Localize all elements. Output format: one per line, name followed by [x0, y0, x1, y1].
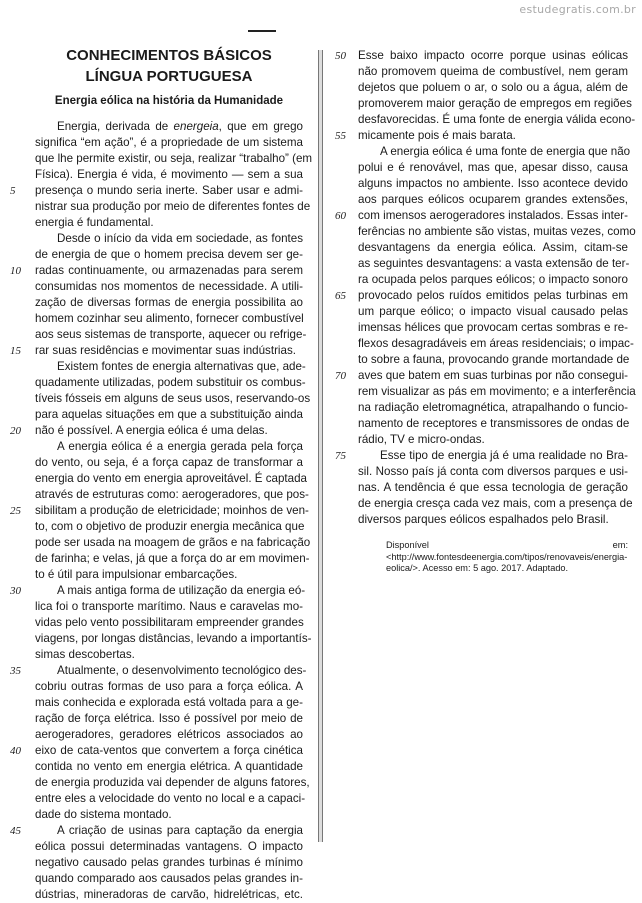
- line-text: de energia de que o homem precisa devem ser ge-: [35, 248, 303, 261]
- line-text: rar suas residências e movimentar suas indústrias.: [35, 344, 296, 357]
- line-text: ra ocupada pelos parques eólicos; o impacto sonoro: [358, 273, 628, 286]
- line-text: provocado pelos ruídos emitidos pelas turbinas em: [358, 289, 628, 302]
- text-line: [358, 512, 628, 528]
- text-line: [35, 215, 303, 231]
- line-text: contida no vento em energia elétrica. A quantidade: [35, 760, 303, 773]
- text-line: [35, 855, 303, 871]
- line-number: 65: [335, 290, 346, 302]
- site-watermark: estudegratis.com.br: [519, 3, 636, 16]
- line-number: 50: [335, 50, 346, 62]
- line-text: ferências no ambiente são vistas, muitas vezes, como: [358, 225, 636, 238]
- line-text: A energia eólica é uma fonte de energia que não: [380, 145, 631, 158]
- text-line: [358, 304, 628, 320]
- line-text: desvantagens da energia eólica. Assim, citam-se: [358, 241, 628, 254]
- text-line: [35, 775, 310, 791]
- line-text: um parque eólico; o impacto visual causado pelas: [358, 305, 628, 318]
- line-text: flexos desagradáveis em áreas residenciais; o impac-: [358, 337, 634, 350]
- text-line: [358, 64, 628, 80]
- line-number: 20: [10, 425, 21, 437]
- text-line: [358, 176, 628, 192]
- line-text: aos parques eólicos ocuparem grandes extensões,: [358, 193, 628, 206]
- line-text: através de estruturas como: aerogeradores, que pos-: [35, 488, 309, 501]
- line-text: promoverem maior geração de empregos em regiões: [358, 97, 632, 110]
- text-line: [335, 448, 628, 464]
- text-line: [35, 647, 303, 663]
- line-text: Esse baixo impacto ocorre porque usinas eólicas: [358, 49, 628, 62]
- line-text: radas continuamente, ou armazenadas para serem: [35, 264, 303, 277]
- text-line: [358, 96, 632, 112]
- text-line: [35, 135, 303, 151]
- section-title: CONHECIMENTOS BÁSICOS: [66, 47, 272, 64]
- text-line: [358, 160, 628, 176]
- left-column: [10, 45, 313, 903]
- text-line: [10, 183, 303, 199]
- text-line: [35, 231, 303, 247]
- line-text: não promovem queima de combustível, nem geram: [358, 65, 628, 78]
- text-line: [35, 871, 303, 887]
- line-text: de energia cresça cada vez mais, com a presença de: [358, 497, 633, 510]
- line-text: simas descobertas.: [35, 648, 135, 661]
- text-line: [35, 615, 303, 631]
- page-marker-bar: [248, 30, 276, 32]
- line-text: para aquelas situações em que a substituição ainda: [35, 408, 303, 421]
- text-line: [335, 368, 629, 384]
- line-text: de energia produzida vai depender de alguns fatores,: [35, 776, 310, 789]
- text-line: [35, 535, 311, 551]
- line-text: sibilitam a produção de eletricidade; moinhos de ven-: [35, 504, 309, 517]
- text-line: [10, 583, 306, 599]
- line-text: homem cozinhar seu alimento, fornecer combustível: [35, 312, 304, 325]
- text-line: [35, 279, 303, 295]
- column-divider: [318, 50, 323, 842]
- line-text: rádio, TV e micro-ondas.: [358, 433, 485, 446]
- text-line: [358, 400, 628, 416]
- line-text: significa “em ação”, é a propriedade de um sistema: [35, 136, 303, 149]
- line-text: Atualmente, o desenvolvimento tecnológico des-: [57, 664, 307, 677]
- line-text: do vento, ou seja, é a força capaz de transformar a: [35, 456, 303, 469]
- text-line: [358, 416, 628, 432]
- text-line: [10, 823, 303, 839]
- line-number: 45: [10, 825, 21, 837]
- line-number: 75: [335, 450, 346, 462]
- line-text: aerogeradores, geradores elétricos associados ao: [35, 728, 303, 741]
- line-number: 15: [10, 345, 21, 357]
- line-number: 35: [10, 665, 21, 677]
- line-text: as seguintes desvantagens: a vasta extensão de ter-: [358, 257, 630, 270]
- text-line: [10, 663, 307, 679]
- text-line: [35, 711, 303, 727]
- line-text: dejetos que poluem o ar, o solo ou a água, além de: [358, 81, 628, 94]
- line-text: imensas hélices que provocam certas sombras e re-: [358, 321, 628, 334]
- line-text: vidas pelo vento possibilitaram empreender grandes: [35, 616, 304, 629]
- text-line: [35, 311, 303, 327]
- line-number: 30: [10, 585, 21, 597]
- text-line: [335, 48, 628, 64]
- line-number: 10: [10, 265, 21, 277]
- text-line: [35, 439, 303, 455]
- line-number: 25: [10, 505, 21, 517]
- text-line: [35, 567, 303, 583]
- line-text: nas. A tendência é que essa tecnologia de geração: [358, 481, 628, 494]
- text-line: [35, 391, 311, 407]
- text-line: [358, 240, 628, 256]
- line-text: consumidas nos momentos de necessidade. A utili-: [35, 280, 303, 293]
- line-text: Desde o início da vida em sociedade, as fontes: [57, 232, 303, 245]
- text-line: [358, 384, 636, 400]
- text-line: [35, 791, 306, 807]
- text-line: [10, 263, 303, 279]
- line-text: polui e é renovável, mas que, apesar disso, causa: [358, 161, 628, 174]
- line-text: cobriu outras formas de uso para a força eólica. A: [35, 680, 303, 693]
- text-line: [35, 551, 310, 567]
- text-line: [35, 727, 303, 743]
- line-text: não é possível. A energia eólica é uma delas.: [35, 424, 268, 437]
- text-line: [358, 480, 628, 496]
- text-line: [35, 199, 311, 215]
- text-line: [35, 359, 306, 375]
- text-line: [358, 192, 628, 208]
- line-text: negativo causado pelas grandes turbinas é mínimo: [35, 856, 303, 869]
- line-text: viagens, por longas distâncias, levando a importantís-: [35, 632, 312, 645]
- right-column: [335, 48, 636, 575]
- line-text: pode ser usada na moagem de grãos e na fabricação: [35, 536, 311, 549]
- line-number: 5: [10, 185, 16, 197]
- text-line: [335, 208, 629, 224]
- line-number: 70: [335, 370, 346, 382]
- line-text: Existem fontes de energia alternativas que, ade-: [57, 360, 306, 373]
- text-line: [358, 320, 628, 336]
- text-line: [35, 151, 313, 167]
- line-text: Física). Energia é vida, é movimento — sem a sua: [35, 168, 303, 181]
- text-line: [10, 423, 303, 439]
- line-text: micamente pois é mais barata.: [358, 129, 516, 142]
- line-text: sil. Nosso país já conta com diversos parques e usi-: [358, 465, 628, 478]
- text-line: [10, 503, 309, 519]
- text-line: [35, 631, 312, 647]
- line-text: energia é fundamental.: [35, 216, 154, 229]
- line-text: de farinha; e velas, já que a força do ar em movimen-: [35, 552, 310, 565]
- text-line: [35, 247, 303, 263]
- line-text: A mais antiga forma de utilização da energia eó-: [57, 584, 306, 597]
- text-line: [358, 496, 633, 512]
- line-text: lica foi o transporte marítimo. Naus e caravelas mo-: [35, 600, 303, 613]
- line-number: 55: [335, 130, 346, 142]
- left-text-body: [10, 119, 313, 903]
- text-line: [35, 695, 303, 711]
- text-line: [35, 759, 303, 775]
- text-line: [335, 288, 628, 304]
- line-text: Energia, derivada de energeia, que em grego: [57, 120, 303, 133]
- text-line: [35, 887, 303, 903]
- text-line: [35, 295, 303, 311]
- subject-title: LÍNGUA PORTUGUESA: [85, 68, 253, 85]
- line-text: diversos parques eólicos espalhados pelo Brasil.: [358, 513, 609, 526]
- text-line: [35, 599, 303, 615]
- line-text: namento de receptores e transmissores de ondas de: [358, 417, 630, 430]
- line-text: entre eles a velocidade do vento no local e a capaci-: [35, 792, 306, 805]
- text-line: [358, 256, 628, 272]
- text-line: [358, 80, 628, 96]
- source-citation: Disponível em: <http://www.fontesdeenergia.com/tipos/renovaveis/energia-eolica/>. Acesso em: 5 ago. 2017. Adaptado.: [386, 540, 628, 573]
- line-text: na radiação eletromagnética, atrapalhando o funcio-: [358, 401, 628, 414]
- line-text: dade do sistema montado.: [35, 808, 172, 821]
- line-text: A criação de usinas para captação da energia: [57, 824, 303, 837]
- line-text: aves que batem em suas turbinas por não consegui-: [358, 369, 629, 382]
- text-line: [335, 128, 628, 144]
- text-line: [35, 327, 307, 343]
- text-line: [358, 352, 628, 368]
- text-line: [10, 343, 303, 359]
- line-text: presença o mundo seria inerte. Saber usar e admi-: [35, 184, 303, 197]
- line-text: to, com o objetivo de produzir energia mecânica que: [35, 520, 305, 533]
- line-text: to é útil para impulsionar embarcações.: [35, 568, 238, 581]
- text-line: [358, 272, 628, 288]
- line-text: que lhe permite existir, ou seja, realizar “trabalho” (em: [35, 152, 313, 165]
- text-line: [35, 679, 303, 695]
- text-line: [35, 471, 307, 487]
- text-line: [358, 464, 628, 480]
- line-text: alguns impactos no ambiente. Isso acontece devido: [358, 177, 628, 190]
- text-line: [35, 167, 303, 183]
- line-text: mais conhecida e explorada está voltada para a ge-: [35, 696, 303, 709]
- line-text: desfavorecidas. É uma fonte de energia válida econo-: [358, 113, 636, 126]
- text-line: [358, 112, 636, 128]
- text-line: [35, 375, 306, 391]
- text-line: [35, 519, 303, 535]
- text-line: [358, 432, 628, 448]
- line-text: nistrar sua produção por meio de diferentes fontes de: [35, 200, 311, 213]
- line-text: eixo de cata-ventos que convertem a força cinética: [35, 744, 303, 757]
- line-text: eólica possui determinadas vantagens. O impacto: [35, 840, 303, 853]
- text-line: [35, 487, 309, 503]
- text-line: [358, 144, 631, 160]
- text-line: [10, 743, 303, 759]
- line-text: com imensos aerogeradores instalados. Essas inter-: [358, 209, 629, 222]
- line-text: to sobre a fauna, provocando grande mortandade de: [358, 353, 630, 366]
- line-text: tíveis fósseis em alguns de seus usos, reservando-os: [35, 392, 311, 405]
- line-text: A energia eólica é a energia gerada pela força: [57, 440, 303, 453]
- text-line: [358, 336, 634, 352]
- text-line: [35, 119, 303, 135]
- line-text: zação de diversas formas de energia possibilita ao: [35, 296, 303, 309]
- text-line: [35, 455, 303, 471]
- text-line: [35, 807, 303, 823]
- line-text: quando comparado aos causados pelas grandes in-: [35, 872, 303, 885]
- line-text: ração de força elétrica. Isso é possível por meio de: [35, 712, 303, 725]
- text-line: [35, 407, 303, 423]
- line-text: Esse tipo de energia já é uma realidade no Bra-: [380, 449, 628, 462]
- text-line: [35, 839, 303, 855]
- line-text: quadamente utilizadas, podem substituir os combus-: [35, 376, 306, 389]
- line-text: dústrias, mineradoras de carvão, hidrelétricas, etc.: [35, 888, 303, 901]
- right-text-body: [335, 48, 636, 528]
- line-text: energia do vento em energia aproveitável. É captada: [35, 472, 307, 485]
- line-text: rem visualizar as pás em movimento; e a interferência: [358, 385, 636, 398]
- text-line: [358, 224, 636, 240]
- text-title: Energia eólica na história da Humanidade: [54, 95, 284, 107]
- line-text: aos seus sistemas de transporte, aquecer ou refrige-: [35, 328, 307, 341]
- line-number: 40: [10, 745, 21, 757]
- line-number: 60: [335, 210, 346, 222]
